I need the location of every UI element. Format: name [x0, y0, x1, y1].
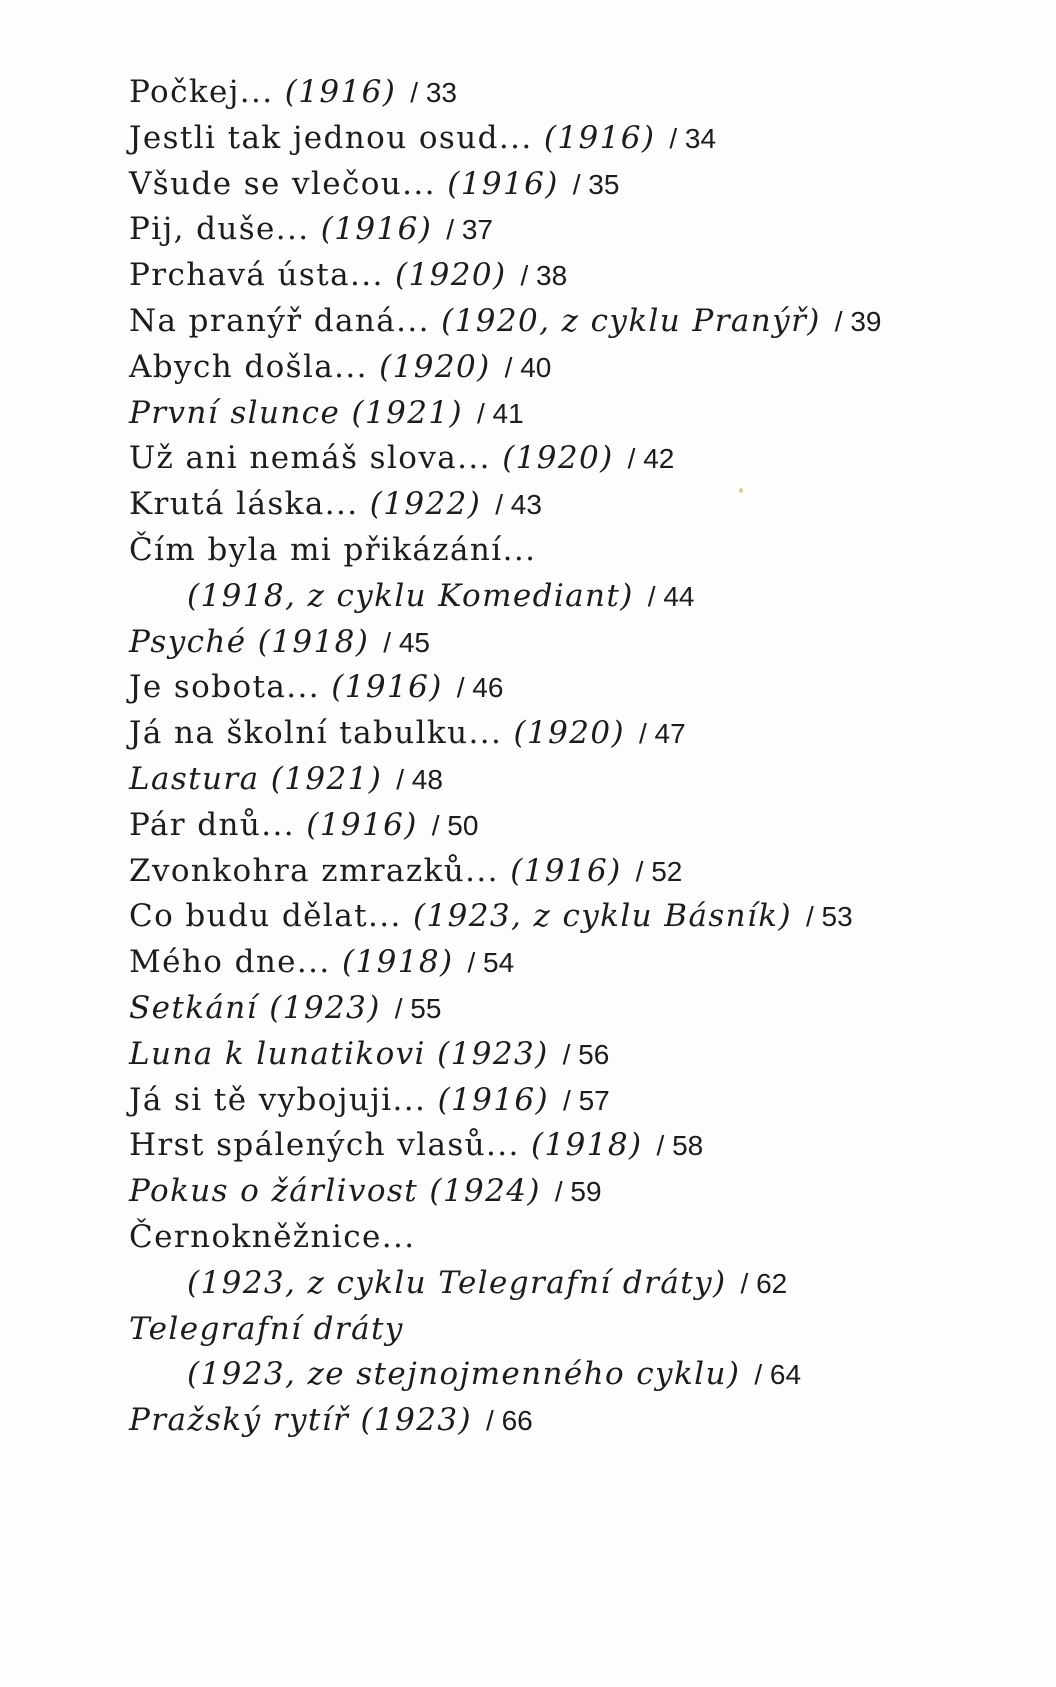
entry-date: (1918)	[531, 1127, 643, 1164]
entry-page-number: / 66	[486, 1405, 533, 1437]
toc-entry	[129, 803, 1009, 849]
entry-page-number: / 62	[740, 1267, 788, 1299]
entry-title: Černokněžnice...	[129, 1218, 416, 1255]
entry-date: (1923)	[437, 1035, 549, 1072]
entry-title: Všude se vlečou...	[129, 165, 448, 202]
toc-entry	[129, 391, 1009, 437]
entry-page-number: / 37	[446, 214, 493, 246]
toc-entry	[129, 986, 1009, 1032]
entry-page-number: / 57	[563, 1084, 610, 1116]
entry-title: Prchavá ústa...	[129, 257, 395, 294]
entry-date: (1920, z cyklu Pranýř)	[441, 302, 821, 339]
entry-date: (1920)	[379, 348, 491, 385]
entry-title: Luna k lunatikovi	[129, 1035, 438, 1072]
entry-page-number: / 41	[476, 397, 524, 429]
toc-entry	[129, 116, 1009, 162]
entry-date: (1923, z cyklu Básník)	[412, 898, 792, 935]
entry-date: (1922)	[369, 486, 482, 523]
toc-entry-continuation	[129, 1261, 1009, 1307]
entry-title: Krutá láska...	[129, 486, 370, 523]
toc-entry	[129, 1215, 1009, 1261]
entry-page-number: / 47	[638, 718, 686, 750]
entry-title: Pražský rytíř	[129, 1402, 361, 1439]
entry-title: Jestli tak jednou osud...	[129, 119, 544, 156]
toc-entry	[129, 528, 1009, 574]
toc-entry	[129, 620, 1009, 666]
toc-entry	[129, 1169, 1009, 1215]
entry-date: (1921)	[270, 760, 383, 797]
entry-title: Setkání	[129, 989, 270, 1026]
entry-page-number: / 33	[410, 77, 457, 108]
toc-entry-continuation	[129, 1352, 1009, 1398]
entry-date: (1918)	[257, 623, 370, 660]
toc-entry	[129, 849, 1009, 895]
toc-entry	[129, 70, 1009, 116]
paper-speck	[739, 488, 743, 493]
entry-page-number: / 56	[562, 1038, 610, 1070]
entry-title: Já si tě vybojuji...	[129, 1081, 438, 1118]
entry-date: (1923, ze stejnojmenného cyklu)	[187, 1356, 741, 1393]
toc-entry	[129, 299, 1009, 345]
toc-entry	[129, 207, 1009, 253]
toc-entry	[129, 757, 1009, 803]
entry-title: Pokus o žárlivost	[129, 1173, 430, 1210]
entry-title: Co budu dělat...	[129, 898, 413, 935]
entry-date: (1920)	[513, 715, 625, 752]
entry-date: (1923)	[360, 1402, 473, 1439]
entry-title: Mého dne...	[129, 944, 342, 981]
entry-title: Já na školní tabulku...	[129, 715, 514, 752]
toc-entry	[129, 436, 1009, 482]
entry-date: (1916)	[510, 852, 622, 889]
entry-title: Čím byla mi přikázání...	[129, 531, 537, 568]
entry-title: Lastura	[129, 760, 271, 797]
entry-title: Pár dnů...	[129, 806, 307, 843]
entry-title: Psyché	[129, 623, 258, 660]
entry-page-number: / 40	[504, 351, 552, 383]
entry-date: (1920)	[394, 257, 507, 294]
entry-title: Abych došla...	[129, 348, 380, 385]
entry-title: Zvonkohra zmrazků...	[129, 852, 511, 889]
entry-date: (1916)	[284, 74, 397, 110]
entry-title: Telegrafní dráty	[129, 1310, 404, 1347]
toc-entry	[129, 894, 1009, 940]
entry-page-number: / 35	[572, 168, 620, 200]
entry-page-number: / 34	[669, 122, 717, 154]
entry-date: (1916)	[331, 669, 443, 706]
entry-page-number: / 45	[383, 626, 430, 658]
entry-title: Počkej...	[129, 74, 285, 110]
toc-entry-continuation	[129, 574, 1009, 620]
toc-entry	[129, 1398, 1009, 1444]
entry-date: (1916)	[320, 211, 433, 248]
entry-title: První slunce	[129, 394, 352, 431]
toc-entry	[129, 162, 1009, 208]
table-of-contents	[129, 70, 1009, 1444]
entry-date: (1923, z cyklu Telegrafní dráty)	[187, 1264, 727, 1301]
entry-page-number: / 48	[396, 763, 443, 795]
toc-entry	[129, 1123, 1009, 1169]
entry-page-number: / 54	[467, 947, 515, 979]
entry-date: (1916)	[437, 1081, 550, 1118]
entry-date: (1920)	[502, 440, 614, 477]
toc-entry	[129, 940, 1009, 986]
toc-entry	[129, 1032, 1009, 1078]
entry-title: Pij, duše...	[129, 211, 321, 248]
entry-title: Je sobota...	[129, 669, 332, 706]
entry-date: (1918)	[341, 944, 454, 981]
toc-entry	[129, 1078, 1009, 1124]
entry-date: (1924)	[429, 1173, 541, 1210]
toc-entry	[129, 1307, 1009, 1353]
entry-date: (1916)	[543, 119, 656, 156]
toc-entry	[129, 253, 1009, 299]
entry-title: Hrst spálených vlasů...	[129, 1127, 532, 1164]
entry-title: Na pranýř daná...	[129, 302, 442, 339]
toc-entry	[129, 345, 1009, 391]
entry-title: Už ani nemáš slova...	[129, 440, 503, 477]
entry-page-number: / 64	[754, 1359, 802, 1391]
entry-page-number: / 59	[554, 1176, 602, 1208]
toc-entry	[129, 665, 1009, 711]
entry-date: (1916)	[447, 165, 559, 202]
entry-page-number: / 53	[806, 901, 853, 933]
entry-date: (1923)	[269, 989, 381, 1026]
toc-entry	[129, 482, 1009, 528]
entry-page-number: / 55	[394, 992, 442, 1024]
entry-page-number: / 43	[495, 489, 542, 521]
entry-page-number: / 42	[627, 443, 675, 475]
entry-page-number: / 52	[635, 855, 683, 887]
entry-page-number: / 38	[520, 260, 568, 292]
entry-page-number: / 46	[456, 672, 504, 704]
toc-entry	[129, 711, 1009, 757]
entry-page-number: / 50	[431, 809, 479, 841]
entry-page-number: / 44	[647, 580, 695, 612]
entry-page-number: / 39	[834, 305, 882, 337]
entry-page-number: / 58	[656, 1130, 704, 1162]
entry-date: (1916)	[306, 806, 418, 843]
entry-date: (1918, z cyklu Komediant)	[187, 577, 634, 614]
entry-date: (1921)	[351, 394, 463, 431]
